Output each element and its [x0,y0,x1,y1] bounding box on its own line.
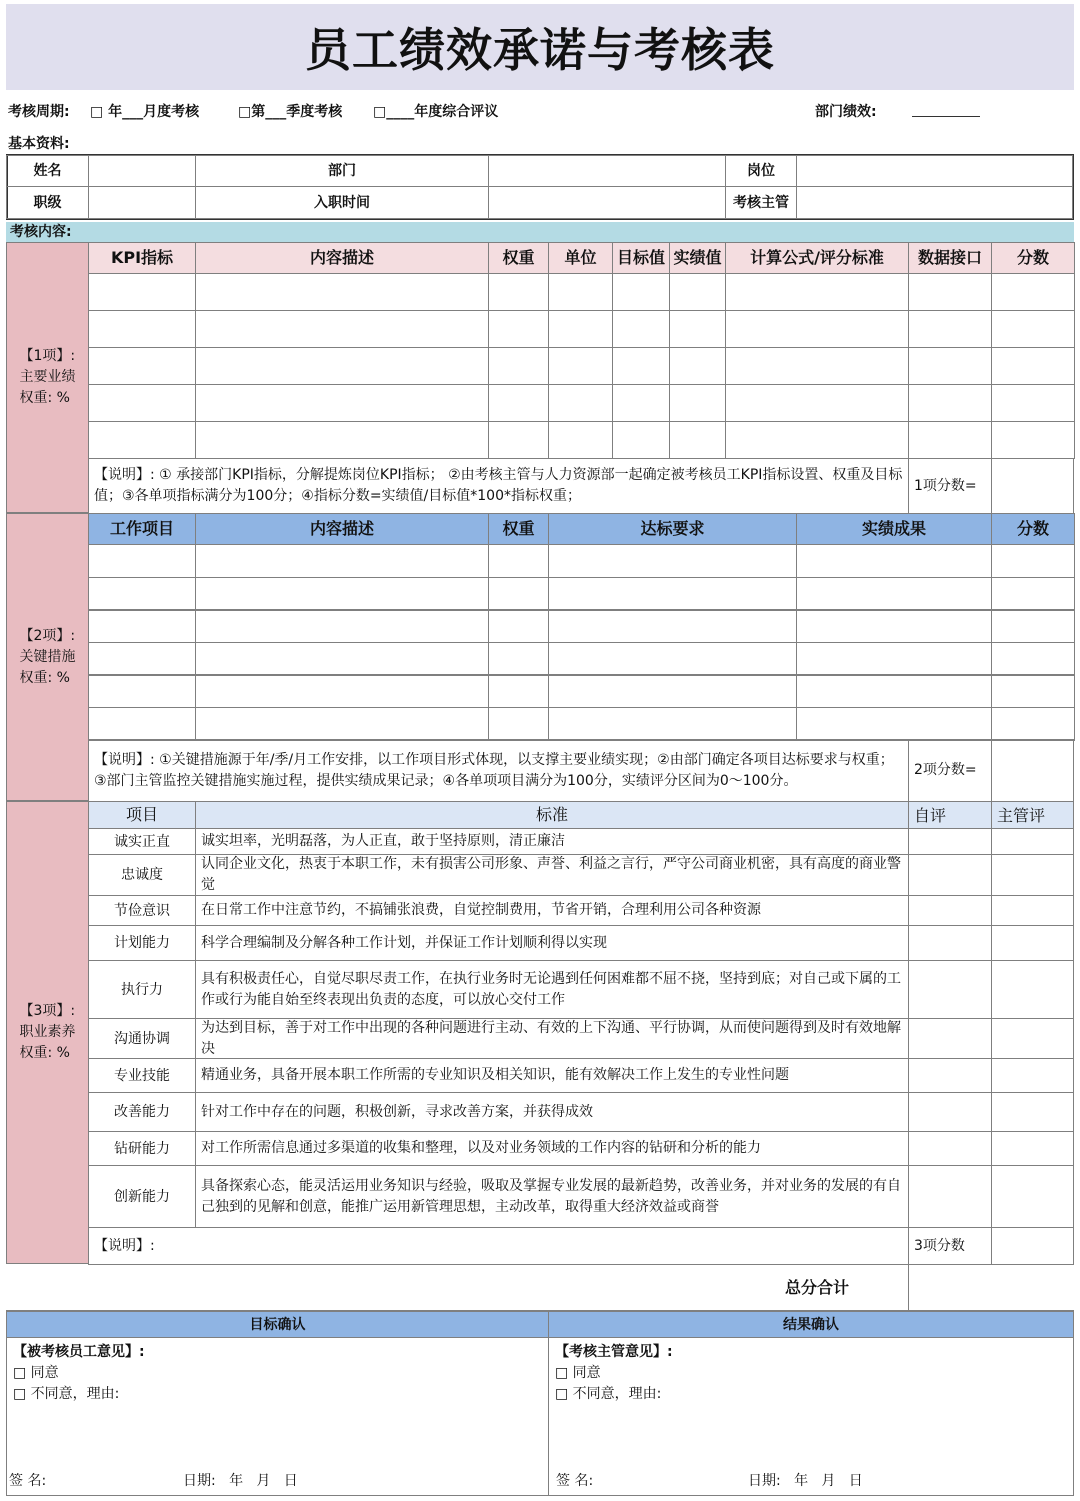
section1-name: 主要业绩 [19,369,76,385]
s3-supervisor-score[interactable] [991,1018,1074,1059]
s2-cell[interactable] [195,707,489,741]
s3-note: 【说明】: [88,1227,909,1265]
s3-supervisor-score[interactable] [991,1092,1074,1132]
s2-cell[interactable] [548,544,797,578]
s1-cell[interactable] [725,384,909,422]
name-field[interactable] [88,155,196,187]
s3-header-supervisor: 主管评 [991,801,1074,829]
dept-performance-field[interactable] [912,116,980,117]
s3-self-score[interactable] [908,1131,992,1166]
s1-cell[interactable] [195,310,489,348]
s3-score-label: 3项分数 [908,1227,992,1265]
supervisor-agree-option[interactable]: □ 同意 [555,1365,601,1381]
s3-supervisor-score[interactable] [991,925,1074,961]
level-label: 职级 [6,186,89,219]
supervisor-sign-label: 签 名: [556,1473,594,1489]
s3-self-score[interactable] [908,895,992,926]
s1-cell[interactable] [669,273,726,311]
s3-item-2: 节俭意识 [88,895,196,926]
s2-cell[interactable] [488,642,549,676]
s2-cell[interactable] [88,674,196,708]
s2-header-5: 分数 [991,513,1075,545]
s2-score-label: 2项分数= [908,739,992,802]
s3-standard-2: 在日常工作中注意节约，不搞铺张浪费，自觉控制费用，节省开销，合理利用公司各种资源 [195,895,909,926]
section3-name: 职业素养 [19,1024,76,1040]
s2-cell[interactable] [488,577,549,611]
s1-cell[interactable] [725,273,909,311]
s2-cell[interactable] [548,642,797,676]
s3-standard-0: 诚实坦率，光明磊落，为人正直，敢于坚持原则，清正廉洁 [195,828,909,855]
s3-item-4: 执行力 [88,960,196,1019]
s3-self-score[interactable] [908,828,992,855]
s2-cell[interactable] [991,609,1075,643]
page-title: 员工绩效承诺与考核表 [6,4,1074,90]
s2-cell[interactable] [548,674,797,708]
s1-cell[interactable] [991,310,1075,348]
s1-cell[interactable] [548,273,613,311]
dept-performance-label: 部门绩效: [815,104,877,120]
s2-header-3: 达标要求 [548,513,797,545]
s2-note: 【说明】: ①关键措施源于年/季/月工作安排，以工作项目形式体现，以支撑主要业绩实现；②由部门确定各项目达标要求与权重；③部门主管监控关键措施实施过程，提供实绩成果记录；④各单项项目满分为100分，实绩评分区间为0～100分。 [88,739,909,802]
s2-cell[interactable] [488,544,549,578]
s2-cell[interactable] [796,544,992,578]
s2-cell[interactable] [195,577,489,611]
s1-header-3: 单位 [548,242,613,274]
section2-weight: 权重: % [19,669,70,686]
s1-cell[interactable] [88,421,196,459]
s1-cell[interactable] [195,347,489,385]
s3-supervisor-score[interactable] [991,1165,1074,1228]
s1-header-5: 实绩值 [669,242,726,274]
s2-cell[interactable] [796,609,992,643]
s1-header-8: 分数 [991,242,1075,274]
s3-standard-6: 精通业务，具备开展本职工作所需的专业知识及相关知识，能有效解决工作上发生的专业性问题 [195,1058,909,1093]
s3-supervisor-score[interactable] [991,895,1074,926]
s1-cell[interactable] [88,384,196,422]
s2-header-0: 工作项目 [88,513,196,545]
s3-standard-7: 针对工作中存在的问题，积极创新，寻求改善方案，并获得成效 [195,1092,909,1132]
entry-date-label: 入职时间 [195,186,489,219]
s1-cell[interactable] [991,421,1075,459]
s3-supervisor-score[interactable] [991,854,1074,896]
content-label: 考核内容: [6,222,1074,242]
s3-header-self: 自评 [908,801,992,829]
employee-sign-label: 签 名: [9,1473,47,1489]
position-field[interactable] [796,155,1073,187]
s1-cell[interactable] [488,421,549,459]
s1-cell[interactable] [991,384,1075,422]
period-label: 考核周期: [8,104,70,120]
s1-cell[interactable] [548,347,613,385]
s1-cell[interactable] [612,310,670,348]
s3-header-item: 项目 [88,801,196,829]
s3-item-9: 创新能力 [88,1165,196,1228]
s1-cell[interactable] [488,310,549,348]
s1-cell[interactable] [669,421,726,459]
section2-title: 【2项】: [19,627,76,644]
s2-cell[interactable] [88,642,196,676]
section1-side [6,242,89,513]
s1-cell[interactable] [991,273,1075,311]
s2-cell[interactable] [88,544,196,578]
s1-header-2: 权重 [488,242,549,274]
s2-header-2: 权重 [488,513,549,545]
section3-side [6,801,89,1264]
section2-name: 关键措施 [19,648,76,665]
s2-cell[interactable] [991,707,1075,741]
s3-score-field[interactable] [991,1227,1074,1265]
s1-cell[interactable] [88,347,196,385]
s2-score-field[interactable] [991,739,1074,802]
s1-cell[interactable] [488,273,549,311]
s2-cell[interactable] [796,707,992,741]
s3-standard-4: 具有积极责任心，自觉尽职尽责工作，在执行业务时无论遇到任何困难都不屈不挠，坚持到底；对自己或下属的工作或行为能自始至终表现出负责的态度，可以放心交付工作 [195,960,909,1019]
s2-cell[interactable] [548,577,797,611]
s1-cell[interactable] [612,273,670,311]
s1-header-0: KPI指标 [88,242,196,274]
section1-weight: 权重: % [19,390,70,406]
s1-cell[interactable] [88,310,196,348]
s2-cell[interactable] [88,707,196,741]
s2-cell[interactable] [991,577,1075,611]
employee-opinion-title: 【被考核员工意见】: [13,1344,145,1360]
s1-header-4: 目标值 [612,242,670,274]
s3-supervisor-score[interactable] [991,828,1074,855]
s1-cell[interactable] [488,347,549,385]
section3-weight: 权重: % [19,1045,70,1061]
s1-cell[interactable] [908,310,992,348]
option-quarterly[interactable]: □第___季度考核 [238,104,343,120]
s3-standard-9: 具备探索心态，能灵活运用业务知识与经验，吸取及掌握专业发展的最新趋势，改善业务，并对业务的发展的有自己独到的见解和创意，能推广运用新管理思想，主动改革，取得重大经济效益或商誉 [195,1165,909,1228]
position-label: 岗位 [725,155,797,187]
s3-item-7: 改善能力 [88,1092,196,1132]
s3-self-score[interactable] [908,1092,992,1132]
s2-cell[interactable] [195,674,489,708]
s2-cell[interactable] [991,544,1075,578]
s2-cell[interactable] [991,642,1075,676]
section1-title: 【1项】: [19,348,76,364]
basic-info-label: 基本资料: [8,136,70,152]
s3-item-0: 诚实正直 [88,828,196,855]
option-monthly[interactable]: □ 年___月度考核 [90,104,200,120]
s2-cell[interactable] [548,707,797,741]
s1-header-7: 数据接口 [908,242,992,274]
s2-cell[interactable] [195,609,489,643]
supervisor-field[interactable] [796,186,1073,219]
name-label: 姓名 [6,155,89,187]
s1-cell[interactable] [548,310,613,348]
s3-self-score[interactable] [908,960,992,1019]
s1-cell[interactable] [725,310,909,348]
s2-cell[interactable] [991,674,1075,708]
s1-cell[interactable] [669,347,726,385]
s2-header-4: 实绩成果 [796,513,992,545]
s3-self-score[interactable] [908,925,992,961]
s1-note: 【说明】: ① 承接部门KPI指标，分解提炼岗位KPI指标； ②由考核主管与人力资源部一起确定被考核员工KPI指标设置、权重及目标值；③各单项指标满分为100分；④指标分数=实绩值/目标值*100*指标权重； [88,458,909,514]
s1-cell[interactable] [612,347,670,385]
s1-cell[interactable] [908,421,992,459]
s3-standard-5: 为达到目标，善于对工作中出现的各种问题进行主动、有效的上下沟通、平行协调，从而使问题得到及时有效地解决 [195,1018,909,1059]
s3-header-standard: 标准 [195,801,909,829]
s1-cell[interactable] [908,384,992,422]
s2-cell[interactable] [88,577,196,611]
s3-item-8: 钻研能力 [88,1131,196,1166]
s1-cell[interactable] [612,421,670,459]
s3-supervisor-score[interactable] [991,1131,1074,1166]
s3-standard-3: 科学合理编制及分解各种工作计划，并保证工作计划顺利得以实现 [195,925,909,961]
s1-cell[interactable] [195,421,489,459]
s3-item-1: 忠诚度 [88,854,196,896]
option-annual[interactable]: □____年度综合评议 [373,104,499,120]
s1-cell[interactable] [725,421,909,459]
s3-self-score[interactable] [908,854,992,896]
s2-cell[interactable] [796,674,992,708]
s1-header-1: 内容描述 [195,242,489,274]
s3-self-score[interactable] [908,1165,992,1228]
s1-cell[interactable] [612,384,670,422]
supervisor-date-label: 日期: 年 月 日 [748,1473,863,1489]
section3-title: 【3项】: [19,1003,76,1019]
s2-cell[interactable] [796,577,992,611]
employee-date-label: 日期: 年 月 日 [183,1473,298,1489]
supervisor-disagree-option[interactable]: □ 不同意，理由: [555,1386,662,1402]
s3-standard-1: 认同企业文化，热衷于本职工作，未有损害公司形象、声誉、利益之言行，严守公司商业机密，具有高度的商业警觉 [195,854,909,896]
employee-agree-option[interactable]: □ 同意 [13,1365,59,1381]
s3-item-3: 计划能力 [88,925,196,961]
s2-cell[interactable] [488,674,549,708]
section2-side [6,513,89,801]
result-confirm-header: 结果确认 [548,1311,1074,1338]
s1-cell[interactable] [991,347,1075,385]
s1-header-6: 计算公式/评分标准 [725,242,909,274]
s1-cell[interactable] [548,384,613,422]
s2-cell[interactable] [796,642,992,676]
s3-self-score[interactable] [908,1058,992,1093]
s1-cell[interactable] [195,384,489,422]
total-score-field[interactable] [908,1264,1074,1311]
s1-score-label: 1项分数= [908,458,992,514]
s1-cell[interactable] [669,384,726,422]
total-label: 总分合计 [784,1277,849,1297]
s1-cell[interactable] [88,273,196,311]
s3-standard-8: 对工作所需信息通过多渠道的收集和整理，以及对业务领域的工作内容的钻研和分析的能力 [195,1131,909,1166]
s3-item-5: 沟通协调 [88,1018,196,1059]
s1-cell[interactable] [908,347,992,385]
department-label: 部门 [195,155,489,187]
s1-cell[interactable] [908,273,992,311]
s2-header-1: 内容描述 [195,513,489,545]
s2-cell[interactable] [488,707,549,741]
target-confirm-header: 目标确认 [6,1311,549,1338]
entry-date-field[interactable] [488,186,726,219]
supervisor-opinion-title: 【考核主管意见】: [555,1344,673,1360]
s3-supervisor-score[interactable] [991,960,1074,1019]
s2-cell[interactable] [88,609,196,643]
s1-cell[interactable] [488,384,549,422]
s2-cell[interactable] [548,609,797,643]
s1-cell[interactable] [669,310,726,348]
s1-score-field[interactable] [991,458,1074,514]
supervisor-label: 考核主管 [725,186,797,219]
s1-cell[interactable] [725,347,909,385]
s2-cell[interactable] [488,609,549,643]
level-field[interactable] [88,186,196,219]
s3-supervisor-score[interactable] [991,1058,1074,1093]
s2-cell[interactable] [195,544,489,578]
employee-disagree-option[interactable]: □ 不同意，理由: [13,1386,120,1402]
s2-cell[interactable] [195,642,489,676]
s3-item-6: 专业技能 [88,1058,196,1093]
s1-cell[interactable] [195,273,489,311]
s3-self-score[interactable] [908,1018,992,1059]
department-field[interactable] [488,155,726,187]
s1-cell[interactable] [548,421,613,459]
